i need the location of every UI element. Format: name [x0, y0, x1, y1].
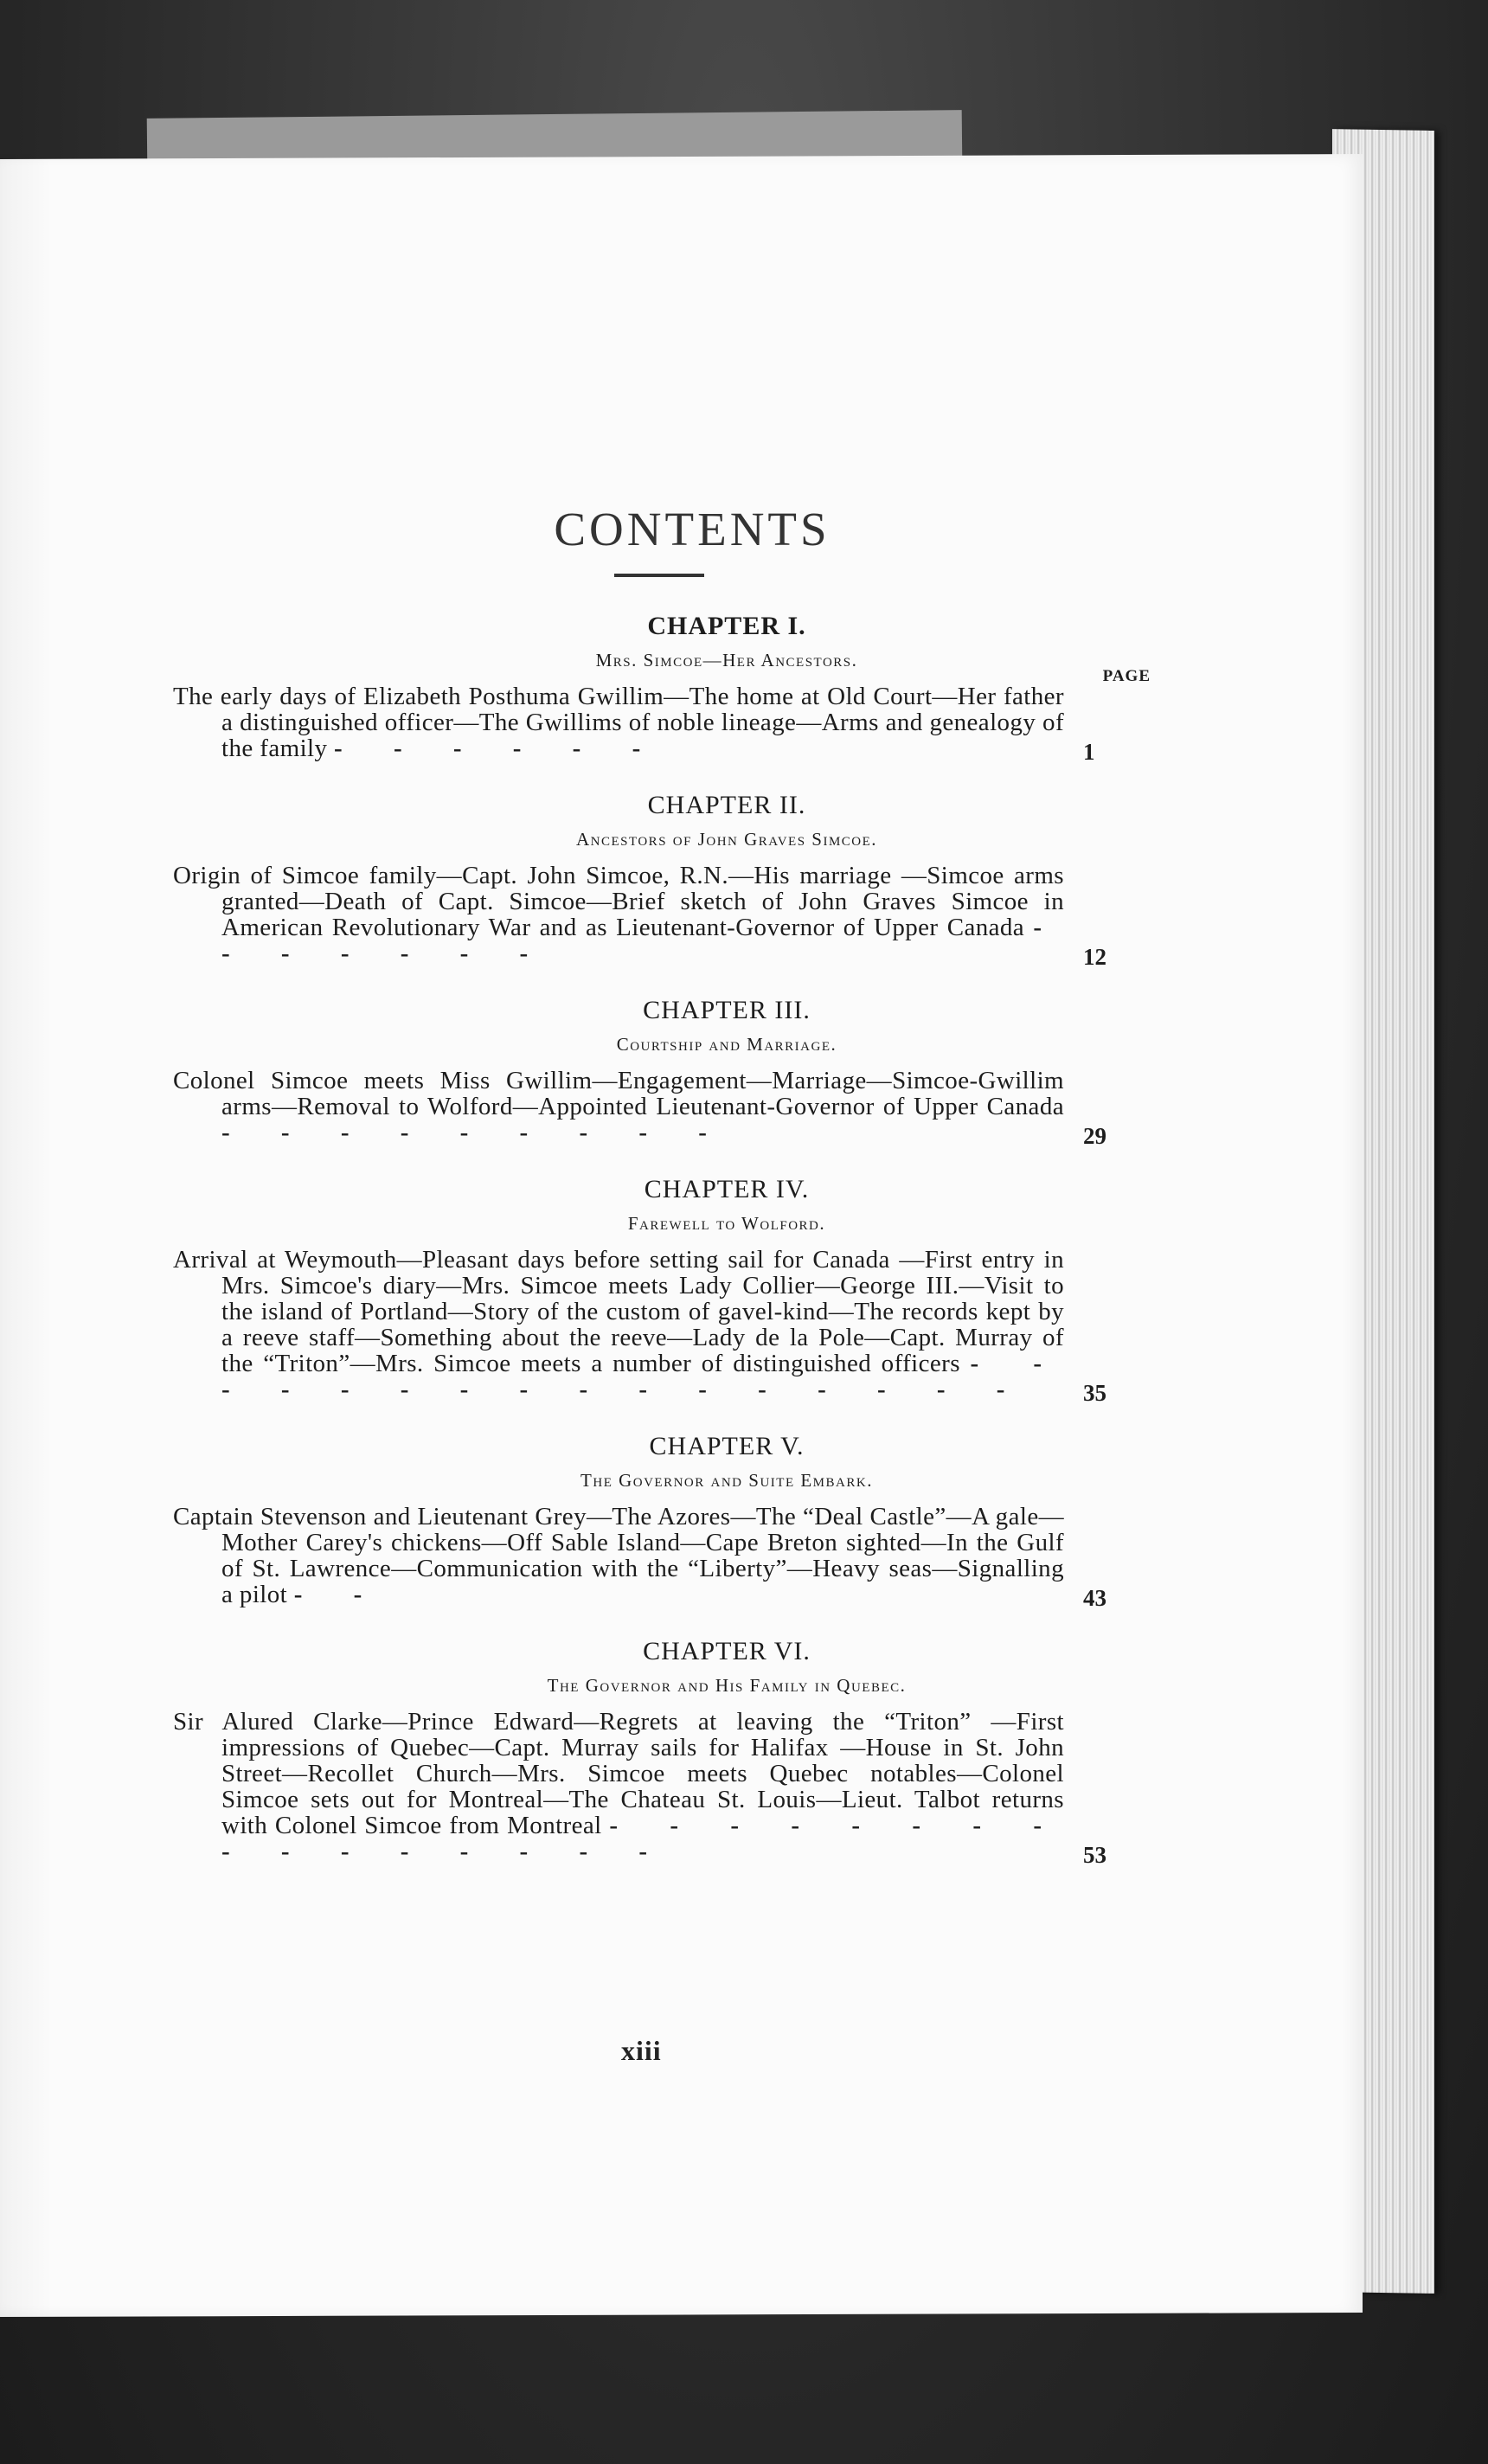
chapter-summary	[173, 1708, 1106, 1868]
dot-leader: - - - - - - -	[221, 914, 1064, 967]
chapter-summary-text: Colonel Simcoe meets Miss Gwillim—Engagement—Marriage—Simcoe-Gwillim arms—Removal to Wolford—Appointed Lieutenant-Governor of Upper Canada	[173, 1067, 1064, 1120]
chapter-summary	[173, 862, 1106, 970]
chapter-heading: CHAPTER III.	[643, 996, 811, 1024]
chapter-summary-text: Origin of Simcoe family—Capt. John Simcoe, R.N.—His marriage —Simcoe arms granted—Death of Capt. Simcoe—Brief sketch of John Graves Simcoe in American Revolutionary War and as Lieutenant-Governor of Upper Canada	[173, 862, 1064, 941]
dot-leader: - - - - - - - - - - - - - - - -	[221, 1350, 1064, 1403]
chapter-summary-text: Sir Alured Clarke—Prince Edward—Regrets at leaving the “Triton” —First impressions of Quebec—Capt. Murray sails for Halifax —House in St. John Street—Recollet Church—Mrs. Simcoe meets Quebec notables—Colonel Simcoe sets out for Montreal—The Chateau St. Louis—Lieut. Talbot returns with Colonel Simcoe from Montreal	[173, 1708, 1064, 1839]
chapter-subtitle: Ancestors of John Graves Simcoe.	[575, 829, 878, 850]
chapter-subtitle: The Governor and Suite Embark.	[580, 1470, 873, 1491]
chapter-summary	[173, 1246, 1106, 1406]
chapter-page-number: 43	[1083, 1585, 1106, 1611]
chapter-heading: CHAPTER I.	[647, 612, 806, 640]
chapter-summary	[173, 1067, 1106, 1149]
contents-section	[173, 502, 1151, 1868]
dot-leader: - - - - - - - - - - - - - - - -	[221, 1812, 1064, 1865]
chapter-page-number: 29	[1083, 1123, 1106, 1149]
title-rule	[614, 574, 704, 577]
chapter-summary-text: Arrival at Weymouth—Pleasant days before setting sail for Canada —First entry in Mrs. Simcoe's diary—Mrs. Simcoe meets Lady Collier—George III.—Visit to the island of Portland—Story of the custom of gavel-kind—The records kept by a reeve staff—Something about the reeve—Lady de la Pole—Capt. Murray of the “Triton”—Mrs. Simcoe meets a number of distinguished officers	[173, 1246, 1064, 1377]
chapter-entry	[173, 996, 1142, 1149]
chapter-heading: CHAPTER VI.	[643, 1637, 811, 1665]
dot-leader: - - - - - -	[334, 735, 664, 762]
chapter-summary	[173, 1503, 1106, 1611]
chapter-heading: CHAPTER II.	[647, 791, 806, 819]
dot-leader: - - - - - - - - -	[221, 1119, 729, 1146]
chapter-heading: CHAPTER IV.	[644, 1175, 810, 1203]
chapter-subtitle: Courtship and Marriage.	[616, 1034, 837, 1055]
chapter-page-number: 53	[1083, 1842, 1106, 1868]
chapter-summary-text: Captain Stevenson and Lieutenant Grey—The Azores—The “Deal Castle”—A gale—Mother Carey's chickens—Off Sable Island—Cape Breton sighted—In the Gulf of St. Lawrence—Communication with the “Liberty”—Heavy seas—Signalling a pilot	[173, 1503, 1064, 1608]
chapter-page-number: 12	[1083, 944, 1106, 970]
chapter-entry	[173, 612, 1151, 765]
page-folio: xiii	[621, 2035, 662, 2066]
chapter-entry	[173, 791, 1142, 970]
chapter-summary-text: The early days of Elizabeth Posthuma Gwillim—The home at Old Court—Her father a distinguished officer—The Gwillims of noble lineage—Arms and genealogy of the family	[173, 683, 1064, 762]
page-gutter-shade	[0, 154, 52, 2317]
chapter-heading: CHAPTER V.	[649, 1432, 805, 1460]
chapter-entry	[173, 1637, 1142, 1868]
chapter-summary	[173, 683, 1095, 765]
page-column-label: PAGE	[1102, 667, 1151, 685]
dot-leader: - -	[293, 1581, 385, 1608]
chapter-subtitle: Mrs. Simcoe—Her Ancestors.	[595, 650, 858, 671]
contents-title: CONTENTS	[554, 503, 831, 555]
chapter-entry	[173, 1175, 1142, 1406]
chapter-page-number: 1	[1083, 739, 1095, 765]
chapter-subtitle: The Governor and His Family in Quebec.	[547, 1675, 907, 1696]
chapter-page-number: 35	[1083, 1380, 1106, 1406]
chapter-subtitle: Farewell to Wolford.	[627, 1213, 826, 1234]
chapter-entry	[173, 1432, 1142, 1611]
